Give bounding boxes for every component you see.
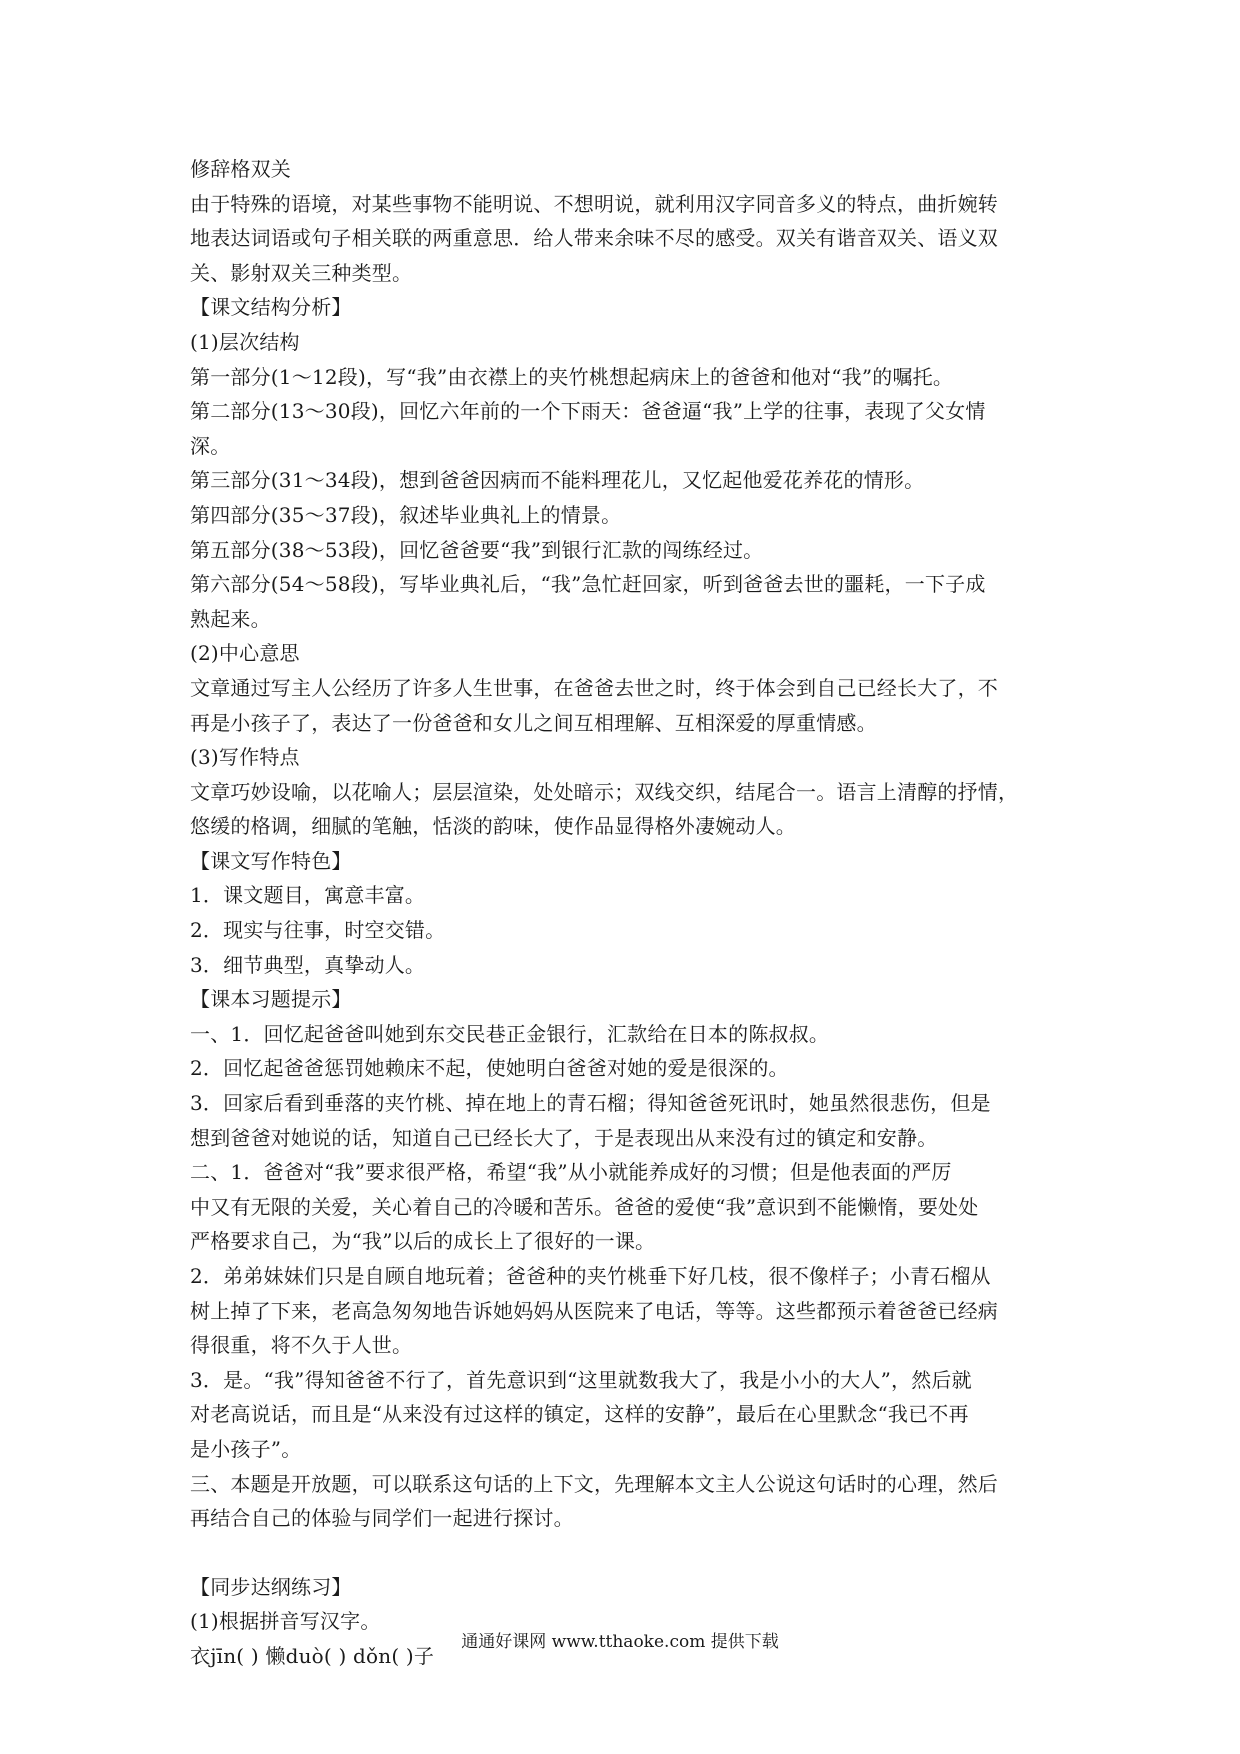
paragraph-line: 第六部分(54～58段)，写毕业典礼后，“我”急忙赶回家，听到爸爸去世的噩耗，一下子成 xyxy=(190,572,986,597)
section-heading: 【课文写作特色】 xyxy=(190,848,352,873)
paragraph-line: 2．弟弟妹妹们只是自顾自地玩着；爸爸种的夹竹桃垂下好几枝，很不像样子；小青石榴从 xyxy=(190,1264,991,1288)
paragraph-line: 对老高说话，而且是“从来没有过这样的镇定，这样的安静”，最后在心里默念“我已不再 xyxy=(190,1402,969,1427)
paragraph-line: 第二部分(13～30段)，回忆六年前的一个下雨天：爸爸逼“我”上学的往事，表现了父女情 xyxy=(190,399,986,424)
paragraph-line: 3．是。“我”得知爸爸不行了，首先意识到“这里就数我大了，我是小小的大人”，然后就 xyxy=(190,1367,972,1392)
list-item: 2．现实与往事，时空交错。 xyxy=(190,918,446,943)
section-title: 修辞格双关 xyxy=(190,157,291,181)
section-heading: 【课本习题提示】 xyxy=(190,987,352,1012)
paragraph-line: 地表达词语或句子相关联的两重意思．给人带来余味不尽的感受。双关有谐音双关、语义双 xyxy=(190,226,998,251)
paragraph-line: 3．回家后看到垂落的夹竹桃、掉在地上的青石榴；得知爸爸死讯时，她虽然很悲伤，但是 xyxy=(190,1091,991,1116)
paragraph-line: 得很重，将不久于人世。 xyxy=(190,1333,413,1358)
paragraph-line: 二、1．爸爸对“我”要求很严格，希望“我”从小就能养成好的习惯；但是他表面的严厉 xyxy=(190,1160,952,1185)
paragraph-line: 中又有无限的关爱，关心着自己的冷暖和苦乐。爸爸的爱使“我”意识到不能懒惰，要处处 xyxy=(190,1194,979,1219)
paragraph-line: 再结合自己的体验与同学们一起进行探讨。 xyxy=(190,1506,574,1531)
subheading: (1)层次结构 xyxy=(190,329,300,354)
paragraph-line: 文章通过写主人公经历了许多人生世事，在爸爸去世之时，终于体会到自己已经长大了，不 xyxy=(190,675,998,700)
list-item: 1．课文题目，寓意丰富。 xyxy=(190,883,426,908)
document-body xyxy=(190,152,1060,1674)
paragraph-line: 第一部分(1～12段)，写“我”由衣襟上的夹竹桃想起病床上的爸爸和他对“我”的嘱托。 xyxy=(190,364,954,389)
paragraph-line: 文章巧妙设喻，以花喻人；层层渲染，处处暗示；双线交织，结尾合一。语言上清醇的抒情， xyxy=(190,779,1019,804)
paragraph-line: 由于特殊的语境，对某些事物不能明说、不想明说，就利用汉字同音多义的特点，曲折婉转 xyxy=(190,191,998,216)
section-heading: 【同步达纲练习】 xyxy=(190,1574,352,1599)
paragraph-line: 是小孩子”。 xyxy=(190,1436,302,1461)
paragraph-line: 熟起来。 xyxy=(190,606,271,631)
paragraph-line: 三、本题是开放题，可以联系这句话的上下文，先理解本文主人公说这句话时的心理，然后 xyxy=(190,1471,998,1496)
paragraph-line: 想到爸爸对她说的话，知道自己已经长大了，于是表现出从来没有过的镇定和安静。 xyxy=(190,1125,938,1150)
paragraph-line: 第五部分(38～53段)，回忆爸爸要“我”到银行汇款的闯练经过。 xyxy=(190,537,764,562)
subheading: (3)写作特点 xyxy=(190,745,300,770)
paragraph-line: 树上掉了下来，老高急匆匆地告诉她妈妈从医院来了电话，等等。这些都预示着爸爸已经病 xyxy=(190,1298,998,1323)
paragraph-line: 第四部分(35～37段)，叙述毕业典礼上的情景。 xyxy=(190,502,622,527)
paragraph-line: 再是小孩子了，表达了一份爸爸和女儿之间互相理解、互相深爱的厚重情感。 xyxy=(190,710,877,735)
paragraph-line: 悠缓的格调，细腻的笔触，恬淡的韵味，使作品显得格外凄婉动人。 xyxy=(190,814,796,839)
paragraph-line: 严格要求自己，为“我”以后的成长上了很好的一课。 xyxy=(190,1229,656,1254)
paragraph-line: 深。 xyxy=(190,433,231,458)
blank-line xyxy=(190,1536,1060,1570)
subheading: (2)中心意思 xyxy=(190,641,300,666)
footer-credit: 通通好课网 www.tthaoke.com 提供下载 xyxy=(461,1632,779,1652)
paragraph-line: 2．回忆起爸爸惩罚她赖床不起，使她明白爸爸对她的爱是很深的。 xyxy=(190,1056,789,1081)
paragraph-line: 第三部分(31～34段)，想到爸爸因病而不能料理花儿，又忆起他爱花养花的情形。 xyxy=(190,468,925,493)
exercise-instruction: (1)根据拼音写汉字。 xyxy=(190,1609,381,1634)
paragraph-line: 关、影射双关三种类型。 xyxy=(190,260,413,285)
exercise-question: 衣jīn( ) 懒duò( ) dǒn( )子 xyxy=(190,1643,435,1668)
section-heading: 【课文结构分析】 xyxy=(190,295,352,320)
list-item: 3．细节典型，真挚动人。 xyxy=(190,952,426,977)
paragraph-line: 一、1．回忆起爸爸叫她到东交民巷正金银行，汇款给在日本的陈叔叔。 xyxy=(190,1021,830,1046)
